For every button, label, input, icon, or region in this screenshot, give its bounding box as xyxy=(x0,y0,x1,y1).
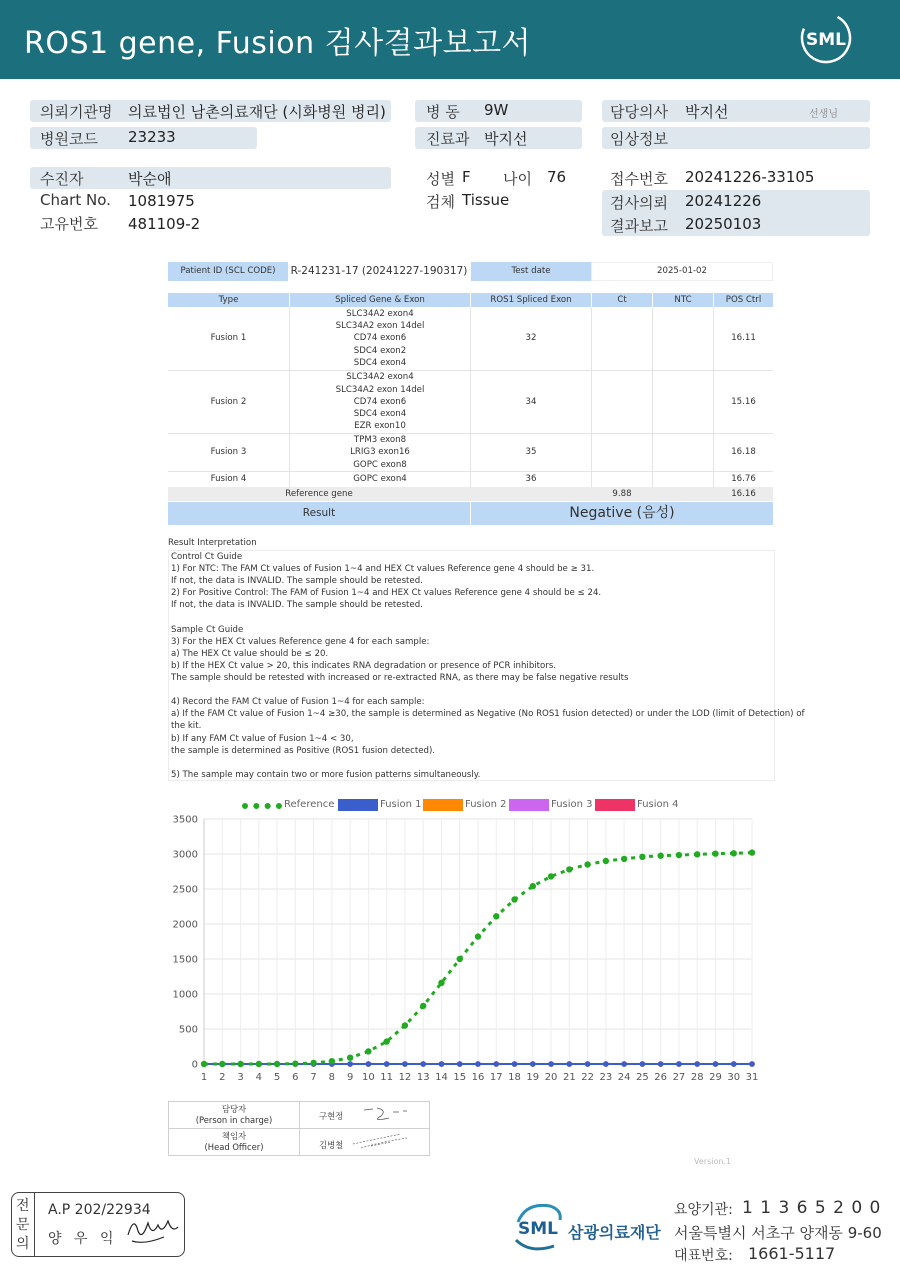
patient-value: 박순애 xyxy=(128,170,172,188)
data-point xyxy=(749,849,755,855)
data-point xyxy=(712,850,718,856)
footer-code-label: 요양기관: xyxy=(674,1202,733,1218)
interpretation-line: 1) For NTC: The FAM Ct values of Fusion 1~4 and HEX Ct values Reference gene 4 should be ≥ 31. xyxy=(171,564,595,575)
row3-ct xyxy=(592,434,652,471)
id-value: 481109-2 xyxy=(128,215,201,233)
data-point xyxy=(457,1061,463,1067)
data-point xyxy=(493,1061,499,1067)
y-tick-label: 1500 xyxy=(172,954,198,966)
id-label: 고유번호 xyxy=(40,215,98,233)
data-point xyxy=(347,1061,353,1067)
chart-label: Chart No. xyxy=(40,191,111,209)
data-point xyxy=(439,1061,445,1067)
x-tick-label: 3 xyxy=(237,1072,244,1083)
receipt-label: 접수번호 xyxy=(610,170,668,188)
y-tick-label: 500 xyxy=(178,1024,198,1036)
dept-value: 박지선 xyxy=(484,130,528,148)
y-tick-label: 2000 xyxy=(172,919,198,931)
result-table xyxy=(168,293,773,525)
row4-type: Fusion 4 xyxy=(210,474,247,485)
interpretation-title: Result Interpretation xyxy=(168,538,257,548)
chart-value: 1081975 xyxy=(128,192,195,210)
x-tick-label: 27 xyxy=(672,1072,686,1083)
gene: SLC34A2 exon4 xyxy=(346,308,414,319)
legend-label: Fusion 1 xyxy=(380,799,422,810)
data-point xyxy=(713,1061,719,1067)
data-point xyxy=(676,1061,682,1067)
data-point xyxy=(694,1061,700,1067)
reference-ct: 9.88 xyxy=(612,488,632,499)
gene: CD74 exon6 xyxy=(353,396,407,407)
amplification-chart xyxy=(160,810,770,1090)
patient-id-label: Patient ID (SCL CODE) xyxy=(168,262,288,281)
data-point xyxy=(676,852,682,858)
gene: TPM3 exon8 xyxy=(353,435,407,446)
y-tick-label: 3000 xyxy=(172,849,198,861)
stamp-char: 전 xyxy=(16,1198,30,1214)
x-tick-label: 16 xyxy=(471,1072,485,1083)
stamp-signature-icon xyxy=(124,1211,182,1249)
data-point xyxy=(548,1061,554,1067)
row1-ntc xyxy=(653,307,713,370)
data-point xyxy=(603,858,609,864)
row3-type: Fusion 3 xyxy=(210,447,247,458)
x-tick-label: 20 xyxy=(544,1072,558,1083)
specimen-value: Tissue xyxy=(462,191,510,209)
row4-ntc xyxy=(653,472,713,487)
ward-value: 9W xyxy=(484,101,509,119)
data-point xyxy=(402,1061,408,1067)
stamp-ap: A.P 202/22934 xyxy=(48,1202,151,1218)
data-point xyxy=(639,854,645,860)
patient-id-row xyxy=(168,262,773,281)
data-point xyxy=(731,850,737,856)
data-point xyxy=(237,1061,243,1067)
report-title: ROS1 gene, Fusion 검사결과보고서 xyxy=(24,26,532,61)
data-point xyxy=(621,856,627,862)
footer-address: 서울특별시 서초구 양재동 9-60 xyxy=(674,1224,882,1242)
clinical-label: 임상정보 xyxy=(610,130,668,148)
gene: EZR exon10 xyxy=(354,421,406,432)
data-point xyxy=(603,1061,609,1067)
interpretation-line: Control Ct Guide xyxy=(171,552,243,562)
doctor-label: 담당의사 xyxy=(610,103,668,121)
x-tick-label: 24 xyxy=(617,1072,631,1083)
svg-text:SML: SML xyxy=(806,30,846,50)
x-tick-label: 31 xyxy=(745,1072,759,1083)
gene: SLC34A2 exon 14del xyxy=(335,321,425,332)
head-label xyxy=(169,1131,299,1153)
x-tick-label: 2 xyxy=(219,1072,226,1083)
data-point xyxy=(365,1048,371,1054)
data-point xyxy=(658,1061,664,1067)
dept-label: 진료과 xyxy=(426,130,470,148)
charge-label-en: (Person in charge) xyxy=(195,1115,273,1125)
sml-logo-icon xyxy=(800,12,852,64)
interpretation-box xyxy=(168,550,805,781)
footer-code: 1 1 3 6 5 2 0 0 xyxy=(742,1198,882,1218)
stamp-char: 의 xyxy=(16,1236,30,1252)
result-label: Result xyxy=(168,502,470,525)
gene: CD74 exon6 xyxy=(353,333,407,344)
gene: SLC34A2 exon 14del xyxy=(335,384,425,395)
x-tick-label: 29 xyxy=(709,1072,722,1083)
col-genes: Spliced Gene & Exon xyxy=(290,293,470,307)
data-point xyxy=(511,896,517,902)
x-tick-label: 22 xyxy=(581,1072,594,1083)
hosp-code-value: 23233 xyxy=(128,128,176,146)
col-type: Type xyxy=(168,293,289,307)
data-point xyxy=(694,851,700,857)
doctor-suffix: 선생님 xyxy=(809,109,838,120)
x-tick-label: 23 xyxy=(599,1072,613,1083)
report-date-label: 결과보고 xyxy=(610,217,668,235)
x-tick-label: 12 xyxy=(398,1072,412,1083)
gene: SLC34A2 exon4 xyxy=(346,372,414,383)
test-date-label: Test date xyxy=(471,262,591,281)
data-point xyxy=(530,1061,536,1067)
data-point xyxy=(584,861,590,867)
reference-pos: 16.16 xyxy=(731,488,756,499)
svg-text:SML: SML xyxy=(518,1219,558,1239)
age-value: 76 xyxy=(547,168,567,186)
data-point xyxy=(475,933,481,939)
legend-label: Fusion 2 xyxy=(465,799,507,810)
patient-label: 수진자 xyxy=(40,170,84,188)
head-label-ko: 책임자 xyxy=(221,1131,247,1141)
row2-pos: 15.16 xyxy=(731,396,756,407)
interpretation-line: b) If the HEX Ct value > 20, this indicates RNA degradation or presence of PCR inhibitors. xyxy=(171,660,557,671)
row3-ntc xyxy=(653,434,713,471)
req-inst-value: 의료법인 남촌의료재단 (시화병원 병리) xyxy=(128,103,386,121)
row2-exon: 34 xyxy=(525,396,537,407)
x-tick-label: 28 xyxy=(690,1072,704,1083)
data-point xyxy=(347,1055,353,1061)
head-label-en: (Head Officer) xyxy=(204,1142,264,1152)
y-tick-label: 3500 xyxy=(172,814,198,826)
col-ntc: NTC xyxy=(653,293,713,307)
row4-ct xyxy=(592,472,652,487)
row4-exon: 36 xyxy=(525,474,537,485)
footer-sml-logo-icon xyxy=(510,1200,566,1254)
interpretation-line: 4) Record the FAM Ct value of Fusion 1~4 for each sample: xyxy=(171,697,425,708)
x-tick-label: 21 xyxy=(562,1072,576,1083)
gene: SDC4 exon2 xyxy=(353,345,407,356)
sign-table xyxy=(168,1101,430,1156)
stamp-char: 문 xyxy=(16,1217,30,1233)
x-tick-label: 5 xyxy=(273,1072,281,1083)
data-point xyxy=(256,1061,262,1067)
data-point xyxy=(292,1060,298,1066)
row1-type: Fusion 1 xyxy=(210,333,247,344)
row1-exon: 32 xyxy=(525,333,537,344)
data-point xyxy=(457,956,463,962)
charge-name: 구현정 xyxy=(319,1111,344,1121)
data-point xyxy=(512,1061,518,1067)
y-tick-label: 0 xyxy=(191,1059,198,1071)
x-tick-label: 17 xyxy=(489,1072,503,1083)
data-point xyxy=(493,913,499,919)
x-tick-label: 6 xyxy=(292,1072,299,1083)
x-tick-label: 25 xyxy=(636,1072,649,1083)
interpretation-line: 5) The sample may contain two or more fusion patterns simultaneously. xyxy=(171,769,481,780)
row3-genes xyxy=(290,434,470,471)
row1-ct xyxy=(592,307,652,370)
legend-label: Reference xyxy=(284,799,335,810)
data-point xyxy=(566,866,572,872)
result-value: Negative (음성) xyxy=(471,502,773,525)
data-point xyxy=(402,1022,408,1028)
version-label: Version.1 xyxy=(694,1157,732,1166)
age-label: 나이 xyxy=(503,170,532,188)
legend-label: Fusion 4 xyxy=(637,799,679,810)
interpretation-line: the kit. xyxy=(171,721,202,732)
gene: SDC4 exon4 xyxy=(353,357,407,368)
report-header xyxy=(0,0,900,79)
x-tick-label: 10 xyxy=(362,1072,375,1083)
footer-phone: 1661-5117 xyxy=(748,1244,836,1263)
data-point xyxy=(310,1060,316,1066)
reference-label: Reference gene xyxy=(285,488,353,499)
data-point xyxy=(329,1058,335,1064)
legend-label: Fusion 3 xyxy=(551,799,593,810)
data-point xyxy=(749,1061,755,1067)
interpretation-line: a) The HEX Ct value should be ≤ 20. xyxy=(171,648,329,659)
x-tick-label: 1 xyxy=(200,1072,208,1083)
test-date-value: 2025-01-02 xyxy=(591,262,773,281)
interpretation-line: a) If the FAM Ct value of Fusion 1~4 ≥30, the sample is determined as Negative (No ROS1 fusion detected) or under the LOD (limit of Detection) of xyxy=(171,709,805,720)
stamp-chars xyxy=(16,1197,30,1254)
data-point xyxy=(585,1061,591,1067)
row2-ct xyxy=(592,371,652,433)
data-point xyxy=(567,1061,573,1067)
head-signature-icon xyxy=(351,1130,411,1152)
x-tick-label: 11 xyxy=(380,1072,394,1083)
footer-org: 삼광의료재단 xyxy=(568,1223,661,1242)
x-tick-label: 19 xyxy=(526,1072,540,1083)
x-tick-label: 14 xyxy=(435,1072,448,1083)
gene: GOPC exon8 xyxy=(353,459,407,470)
x-tick-label: 18 xyxy=(508,1072,521,1083)
interpretation-line: The sample should be retested with increased or re-extracted RNA, as there may be false negative results xyxy=(171,673,629,683)
x-tick-label: 15 xyxy=(453,1072,467,1083)
data-point xyxy=(366,1061,372,1067)
data-point xyxy=(438,980,444,986)
gene: GOPC exon4 xyxy=(353,474,407,485)
data-point xyxy=(420,1003,426,1009)
interpretation-line: the sample is determined as Positive (ROS1 fusion detected). xyxy=(171,745,436,756)
data-point xyxy=(274,1061,280,1067)
req-inst-label: 의뢰기관명 xyxy=(40,103,113,121)
req-date-label: 검사의뢰 xyxy=(610,194,668,212)
data-point xyxy=(383,1038,389,1044)
patient-id-value: R-241231-17 (20241227-190317) xyxy=(290,265,468,278)
legend-swatch xyxy=(242,803,282,809)
row3-exon: 35 xyxy=(525,447,537,458)
row4-pos: 16.76 xyxy=(731,474,756,485)
x-tick-label: 4 xyxy=(255,1072,262,1083)
row4-genes xyxy=(290,472,470,487)
hosp-code-label: 병원코드 xyxy=(40,130,98,148)
data-point xyxy=(384,1061,390,1067)
patient-box xyxy=(30,167,391,189)
x-tick-label: 30 xyxy=(727,1072,741,1083)
charge-label xyxy=(169,1104,299,1126)
x-tick-label: 9 xyxy=(346,1072,354,1083)
y-tick-label: 2500 xyxy=(172,884,198,896)
interpretation-line: If not, the data is INVALID. The sample should be retested. xyxy=(171,576,423,587)
row3-pos: 16.18 xyxy=(731,447,756,458)
interpretation-line: Sample Ct Guide xyxy=(171,624,244,635)
charge-label-ko: 담당자 xyxy=(221,1104,247,1114)
row2-ntc xyxy=(653,371,713,433)
data-point xyxy=(621,1061,627,1067)
data-point xyxy=(420,1061,426,1067)
row1-genes xyxy=(290,307,470,370)
sex-value: F xyxy=(462,168,471,186)
data-point xyxy=(530,883,536,889)
data-point xyxy=(219,1061,225,1067)
row1-pos: 16.11 xyxy=(731,333,756,344)
col-exon: ROS1 Spliced Exon xyxy=(471,293,591,307)
data-point xyxy=(640,1061,646,1067)
x-tick-label: 7 xyxy=(310,1072,317,1083)
data-point xyxy=(475,1061,481,1067)
x-tick-label: 8 xyxy=(328,1072,336,1083)
footer-phone-label: 대표번호: xyxy=(674,1248,733,1264)
x-tick-label: 13 xyxy=(416,1072,430,1083)
gene: SDC4 exon4 xyxy=(353,409,407,420)
charge-signature-icon xyxy=(359,1104,409,1126)
row2-genes xyxy=(290,371,470,433)
sex-label: 성별 xyxy=(426,170,455,188)
specialist-stamp xyxy=(11,1192,185,1257)
gene: LRIG3 exon16 xyxy=(350,447,410,458)
y-tick-label: 1000 xyxy=(172,989,198,1001)
data-point xyxy=(731,1061,737,1067)
req-date-value: 20241226 xyxy=(685,192,762,210)
head-name: 김병철 xyxy=(319,1140,344,1150)
receipt-value: 20241226-33105 xyxy=(685,168,815,186)
doctor-value: 박지선 xyxy=(685,103,729,121)
stamp-name: 양 우 익 xyxy=(48,1231,118,1247)
interpretation-line: 3) For the HEX Ct values Reference gene 4 for each sample: xyxy=(171,636,430,647)
data-point xyxy=(548,873,554,879)
specimen-label: 검체 xyxy=(426,193,455,211)
data-point xyxy=(657,853,663,859)
report-date-value: 20250103 xyxy=(685,215,762,233)
col-ct: Ct xyxy=(592,293,652,307)
interpretation-line: b) If any FAM Ct value of Fusion 1~4 < 30, xyxy=(171,733,354,744)
row2-type: Fusion 2 xyxy=(210,396,247,407)
col-pos: POS Ctrl xyxy=(714,293,773,307)
x-tick-label: 26 xyxy=(654,1072,668,1083)
interpretation-line: 2) For Positive Control: The FAM of Fusion 1~4 and HEX Ct values Reference gene 4 should be ≤ 24. xyxy=(171,588,602,599)
interpretation-line: If not, the data is INVALID. The sample should be retested. xyxy=(171,600,423,611)
data-point xyxy=(201,1061,207,1067)
ward-label: 병 동 xyxy=(426,103,460,121)
